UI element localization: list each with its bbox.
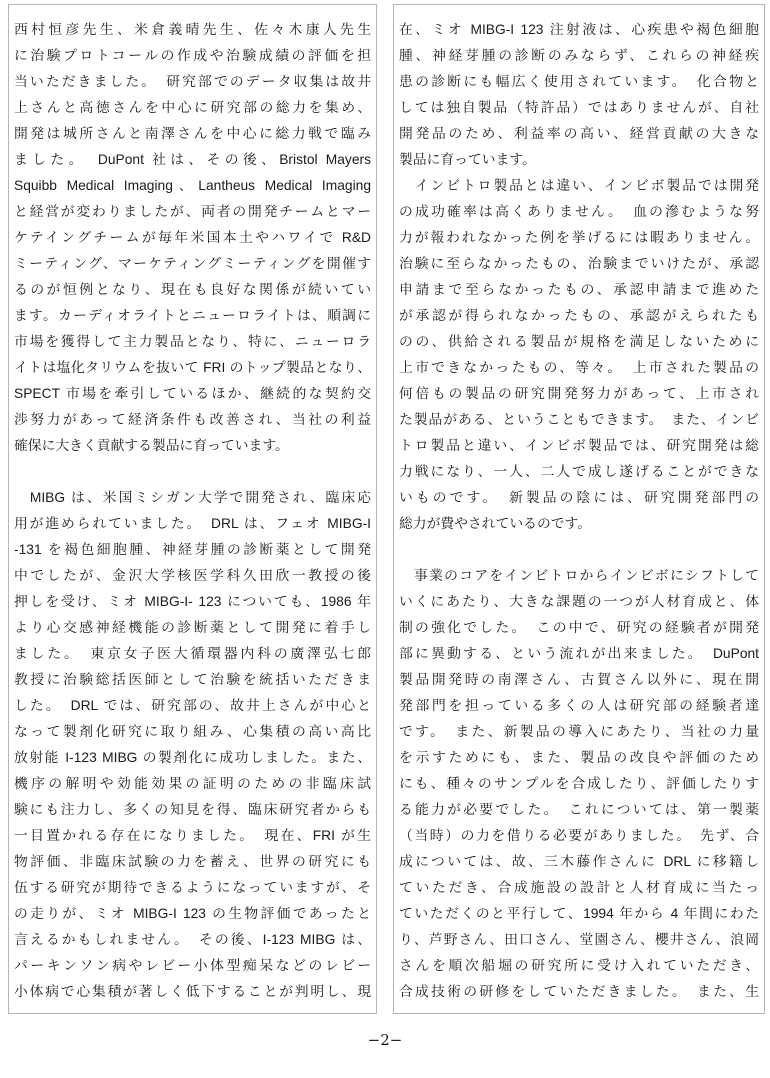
text-line: さんを順次船堀の研究所に受け入れていただき、	[399, 958, 759, 973]
text-line: 申請まで至らなかったもの、承認申請まで進めた	[399, 282, 759, 297]
text-line: ていただき、合成施設の設計と人材育成に当たっ	[399, 880, 759, 895]
text-line: イトは塩化タリウムを抜いて FRI のトップ製品となり、	[14, 360, 371, 375]
text-line: 部に異動する、という流れが出来ました。 DuPont	[399, 646, 759, 661]
text-line: にも、種々のサンプルを合成したり、評価したりす	[399, 776, 759, 791]
text-line: 上市できなかったもの、等々。 上市された製品の	[399, 360, 759, 375]
text-line: り、芦野さん、田口さん、堂園さん、櫻井さん、浪岡	[399, 932, 759, 947]
text-line: MIBG は、米国ミシガン大学で開発され、臨床応	[14, 490, 371, 505]
text-line: 言えるかもしれません。 その後、I-123 MIBG は、	[14, 932, 371, 947]
right-text-column	[393, 4, 765, 1014]
text-line: 製品に育っています。	[399, 152, 536, 167]
text-line: なって製剤化研究に取り組み、心集積の高い高比	[14, 724, 371, 739]
text-line: しては独自製品（特許品）ではありませんが、自社	[399, 100, 759, 115]
text-line: より心交感神経機能の診断薬として開発に着手し	[14, 620, 371, 635]
text-line: した。 DRL では、研究部の、故井上さんが中心と	[14, 698, 371, 713]
page-number: −2−	[367, 1031, 403, 1049]
text-line: 機序の解明や効能効果の証明のための非臨床試	[14, 776, 371, 791]
text-line: Squibb Medical Imaging、Lantheus Medical Imaging	[14, 178, 371, 193]
text-line: 当いただきました。 研究部でのデータ収集は故井	[14, 74, 371, 89]
text-line: 力戦になり、一人、二人で成し遂げることができな	[399, 464, 759, 479]
text-line: 教授に治験総括医師として治験を統括いただきま	[14, 672, 371, 687]
text-line: トロ製品と違い、インビボ製品では、研究開発は総	[399, 438, 759, 453]
text-line: 中でしたが、金沢大学核医学科久田欣一教授の後	[14, 568, 371, 583]
text-line: パーキンソン病やレビー小体型痴呆などのレビー	[14, 958, 371, 973]
text-line: る能力が必要でした。 これについては、第一製薬	[399, 802, 759, 817]
text-line: 何倍もの製品の研究開発努力があって、上市され	[399, 386, 759, 401]
text-line: 西村恒彦先生、米倉義晴先生、佐々木康人先生	[14, 22, 371, 37]
text-line	[399, 537, 759, 563]
text-line: いものです。 新製品の陰には、研究開発部門の	[399, 490, 759, 505]
text-line: 市場を獲得して主力製品となり、特に、ニューロラ	[14, 334, 371, 349]
text-line: ていただくのと平行して、1994 年から 4 年間にわた	[399, 906, 759, 921]
text-line: 伍する研究が期待できるようになっていますが、そ	[14, 880, 371, 895]
text-line: 物評価、非臨床試験の力を蓄え、世界の研究にも	[14, 854, 371, 869]
text-line: -131 を褐色細胞腫、神経芽腫の診断薬として開発	[14, 542, 371, 557]
text-line: 一目置かれる存在になりました。 現在、FRI が生	[14, 828, 371, 843]
text-line: た製品がある、ということもできます。 また、インビ	[399, 412, 759, 427]
text-line: 小体病で心集積が著しく低下することが判明し、現	[14, 984, 371, 999]
text-line: 開発は城所さんと南澤さんを中心に総力戦で臨み	[14, 126, 371, 141]
text-line: ました。 東京女子医大循環器内科の廣澤弘七郎	[14, 646, 371, 661]
text-line: 上さんと高徳さんを中心に研究部の総力を集め、	[14, 100, 371, 115]
text-line: るのが恒例となり、現在も良好な関係が続いてい	[14, 282, 371, 297]
text-line	[14, 459, 371, 485]
text-line: に治験プロトコールの作成や治験成績の評価を担	[14, 48, 371, 63]
text-line: ました。 DuPont 社は、その後、Bristol Mayers	[14, 152, 371, 167]
text-line: 開発品のため、利益率の高い、経営貢献の大きな	[399, 126, 759, 141]
text-line: 患の診断にも幅広く使用されています。 化合物と	[399, 74, 759, 89]
text-line: 制の強化でした。 この中で、研究の経験者が開発	[399, 620, 759, 635]
text-line: 事業のコアをインビトロからインビボにシフトして	[399, 568, 759, 583]
text-line: の成功確率は高くありません。 血の滲むような努	[399, 204, 759, 219]
text-line: ます。カーディオライトとニューロライトは、順調に	[14, 308, 371, 323]
text-line: ケテイングチームが毎年米国本土やハワイで R&D	[14, 230, 371, 245]
text-line: の走りが、ミオ MIBG-I 123 の生物評価であったと	[14, 906, 371, 921]
text-line: が承認が得られなかったもの、承認がえられたも	[399, 308, 759, 323]
text-line: 合成技術の研修をしていただきました。 また、生	[399, 984, 759, 999]
text-line: インビトロ製品とは違い、インビボ製品では開発	[399, 178, 759, 193]
text-line: 製品開発時の南澤さん、古賀さん以外に、現在開	[399, 672, 759, 687]
text-line: と経営が変わりましたが、両者の開発チームとマー	[14, 204, 371, 219]
text-line: です。 また、新製品の導入にあたり、当社の力量	[399, 724, 759, 739]
text-line: 治験に至らなかったもの、治験までいけたが、承認	[399, 256, 759, 271]
text-line: 力が報われなかった例を挙げるには暇ありません。	[399, 230, 759, 245]
text-line: いくにあたり、大きな課題の一つが人材育成と、体	[399, 594, 759, 609]
text-line: 確保に大きく貢献する製品に育っています。	[14, 438, 289, 453]
text-line: （当時）の力を借りる必要がありました。 先ず、合	[399, 828, 759, 843]
text-line: 総力が費やされているのです。	[399, 516, 592, 531]
text-line: 放射能 I-123 MIBG の製剤化に成功しました。また、	[14, 750, 371, 765]
text-line: SPECT 市場を牽引しているほか、継続的な契約交	[14, 386, 371, 401]
text-line: 発部門を担っている多くの人は研究部の経験者達	[399, 698, 759, 713]
text-line: を示すためにも、また、製品の改良や評価のため	[399, 750, 759, 765]
left-text-column	[8, 4, 377, 1014]
text-line: 腫、神経芽腫の診断のみならず、これらの神経疾	[399, 48, 759, 63]
text-line: 在、ミオ MIBG-I 123 注射液は、心疾患や褐色細胞	[399, 22, 759, 37]
text-line: ミーティング、マーケティングミーティングを開催す	[14, 256, 371, 271]
text-line: 渉努力があって経済条件も改善され、当社の利益	[14, 412, 371, 427]
text-line: のの、供給される製品が規格を満足しないために	[399, 334, 759, 349]
text-line: 用が進められていました。 DRL は、フェオ MIBG-I	[14, 516, 371, 531]
text-line: 成については、故、三木藤作さんに DRL に移籍し	[399, 854, 759, 869]
text-line: 押しを受け、ミオ MIBG-I- 123 についても、1986 年	[14, 594, 371, 609]
text-line: 験にも注力し、多くの知見を得、臨床研究者からも	[14, 802, 371, 817]
